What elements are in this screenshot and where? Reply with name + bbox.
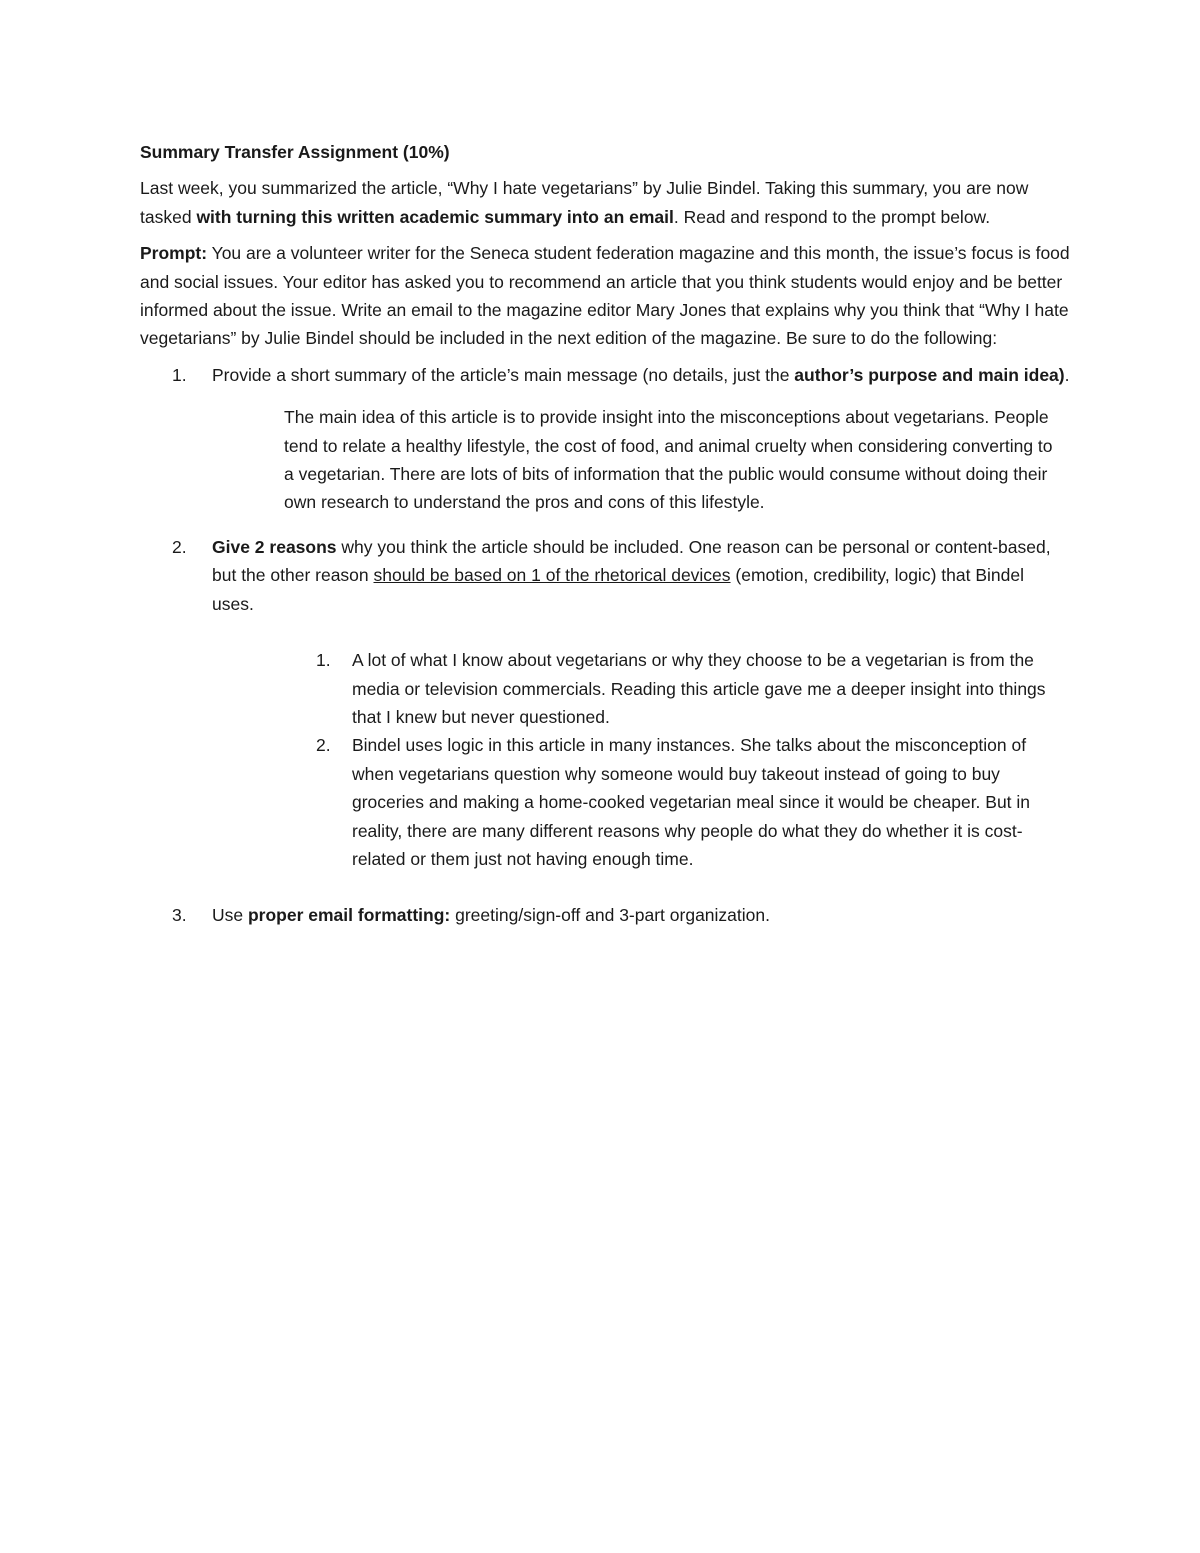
list-number: 2. (172, 536, 187, 557)
document-page (140, 138, 1070, 930)
prompt-label: Prompt: (140, 243, 208, 264)
instruction-item-2: 2. Give 2 reasons why you think the article should be included. One reason can be personal or content-based, but the other reason should be based on 1 of the rhetorical devices (emotion, credibility, logic) that Bindel uses. (140, 533, 1070, 618)
list-number: 1. (316, 650, 331, 671)
prompt-paragraph: Prompt: You are a volunteer writer for the Seneca student federation magazine and this month, the issue’s focus is food and social issues. Your editor has asked you to recommend an article that you think students would enjoy and be better informed about the issue. Write an email to the magazine editor Mary Jones that explains why you think that “Why I hate vegetarians” by Julie Bindel should be included in the next edition of the magazine. Be sure to do the following: (140, 243, 1070, 349)
reasons-list (280, 646, 1070, 873)
list-number: 3. (172, 905, 187, 926)
list-number: 1. (172, 364, 187, 385)
summary-answer: The main idea of this article is to provide insight into the misconceptions about vegetarians. People tend to relate a healthy lifestyle, the cost of food, and animal cruelty when considering converting to a vegetarian. There are lots of bits of information that the public would consume without doing their own research to understand the pros and cons of this lifestyle. (284, 407, 1053, 513)
instruction-item-3: 3. Use proper email formatting: greeting/sign-off and 3-part organization. (140, 901, 1070, 929)
reason-item-1: 1. A lot of what I know about vegetarians or why they choose to be a vegetarian is from the media or television commercials. Reading this article gave me a deeper insight into things that I knew but never questioned. (280, 646, 1070, 731)
list-number: 2. (316, 735, 331, 756)
instruction-item-1: 1. Provide a short summary of the article’s main message (no details, just the author’s purpose and main idea). (140, 361, 1070, 389)
intro-paragraph: Last week, you summarized the article, “Why I hate vegetarians” by Julie Bindel. Taking this summary, you are now tasked with turning this written academic summary into an email. Read and respond to the prompt below. (140, 178, 1029, 227)
document-title: Summary Transfer Assignment (10%) (140, 142, 450, 162)
reason-item-2: 2. Bindel uses logic in this article in many instances. She talks about the misconception of when vegetarians question why someone would buy takeout instead of going to buy groceries and making a home-cooked vegetarian meal since it would be cheaper. But in reality, there are many different reasons why people do what they do whether it is cost-related or them just not having enough time. (280, 731, 1070, 873)
